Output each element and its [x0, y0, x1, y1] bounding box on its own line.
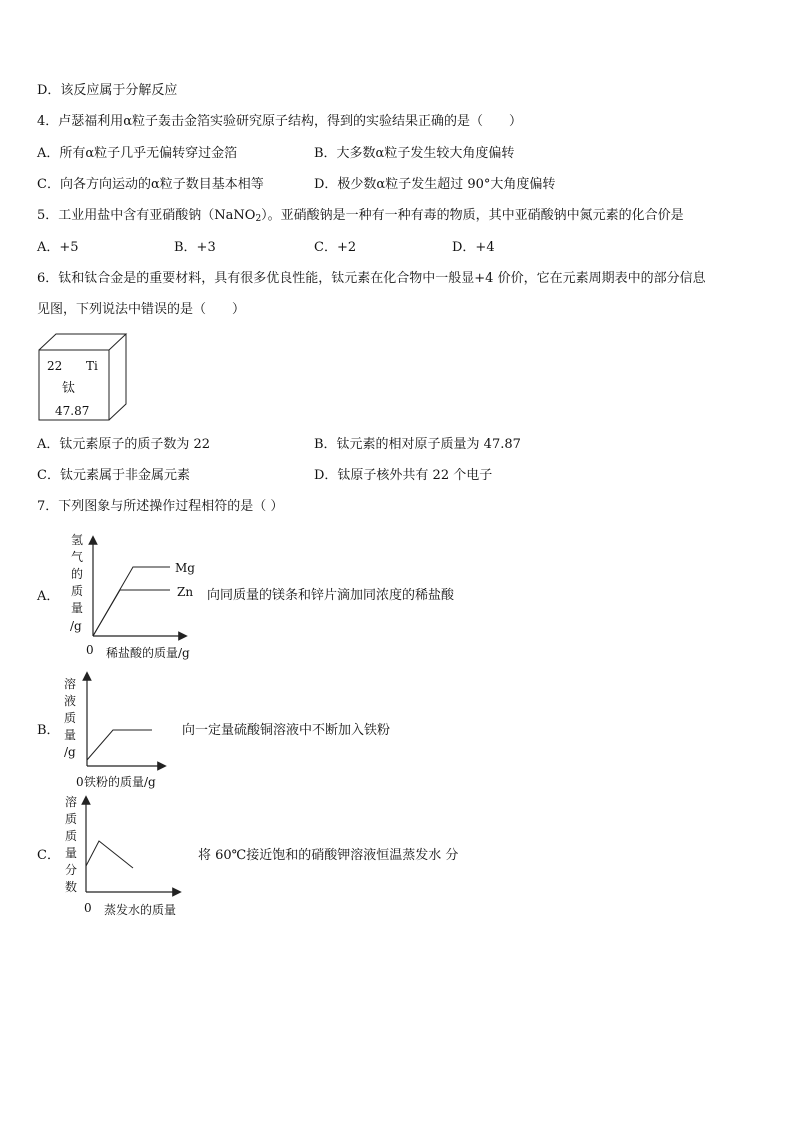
q6-option-b: B．钛元素的相对原子质量为 47.87 — [314, 437, 521, 452]
q7b-ylabel-3: 量 — [64, 728, 77, 742]
q7-option-a-letter: A． — [37, 589, 60, 604]
q5-option-a: A．+5 — [37, 240, 79, 255]
q7-stem: 7．下列图象与所述操作过程相符的是（ ） — [37, 499, 284, 514]
q5-option-c: C．+2 — [314, 240, 357, 255]
q5-stem-subscript: 2 — [255, 214, 262, 224]
q7a-mg-line — [93, 567, 170, 636]
q7a-series-zn: Zn — [177, 585, 194, 599]
q4-option-a: A．所有α粒子几乎无偏转穿过金箔 — [37, 146, 238, 161]
q5-stem-after: ）。亚硝酸钠是一种有一种有毒的物质，其中亚硝酸钠中氮元素的化合价是 — [261, 208, 684, 223]
element-name: 钛 — [62, 381, 76, 396]
q7b-ylabel-1: 液 — [64, 694, 77, 708]
q7-option-c-description: 将 60℃接近饱和的硝酸钾溶液恒温蒸发水 分 — [198, 848, 459, 863]
q7c-ylabel-0: 溶 — [65, 795, 78, 809]
q7a-ylabel-3: 质 — [71, 584, 84, 598]
q7b-ylabel-2: 质 — [64, 711, 77, 725]
q4-option-b: B．大多数α粒子发生较大角度偏转 — [314, 146, 515, 161]
q6-option-d: D．钛原子核外共有 22 个电子 — [314, 468, 493, 483]
q7c-ylabel-4: 分 — [65, 863, 78, 877]
q7a-ylabel-0: 氢 — [71, 533, 84, 547]
q7c-xlabel: 蒸发水的质量 — [104, 903, 177, 917]
q7a-ylabel-2: 的 — [71, 567, 84, 581]
q7a-ylabel-1: 气 — [71, 550, 84, 564]
q7b-xlabel: 铁粉的质量/g — [84, 775, 156, 789]
q6-stem-line2: 见图，下列说法中错误的是（ ） — [37, 302, 246, 317]
q7b-origin: 0 — [76, 775, 84, 789]
q7-option-b-description: 向一定量硫酸铜溶液中不断加入铁粉 — [182, 723, 391, 738]
q7a-zn-line — [93, 590, 170, 636]
q7c-origin: 0 — [84, 901, 92, 915]
q7a-series-mg: Mg — [175, 561, 195, 575]
q7c-ylabel-5: 数 — [65, 880, 78, 894]
q7a-ylabel-5: /g — [70, 619, 82, 633]
q3-option-d: D．该反应属于分解反应 — [37, 83, 178, 98]
q4-stem: 4．卢瑟福利用α粒子轰击金箔实验研究原子结构，得到的实验结果正确的是（ ） — [37, 114, 523, 129]
element-number: 22 — [47, 359, 63, 373]
q5-option-b: B．+3 — [174, 240, 216, 255]
q6-option-c: C．钛元素属于非金属元素 — [37, 468, 190, 483]
q6-stem-line1: 6．钛和钛合金是的重要材料，具有很多优良性能，钛元素在化合物中一般显+4 价价，它在元素周期表中的部分信息 — [37, 271, 706, 286]
element-symbol: Ti — [86, 359, 98, 373]
q7c-ylabel-1: 质 — [65, 812, 78, 826]
element-card — [36, 332, 136, 424]
q4-option-d: D．极少数α粒子发生超过 90°大角度偏转 — [314, 177, 556, 192]
q7a-ylabel-4: 量 — [71, 601, 84, 615]
q7b-ylabel-4: /g — [64, 745, 76, 759]
element-mass: 47.87 — [55, 404, 90, 418]
q5-option-d: D．+4 — [452, 240, 495, 255]
q7c-ylabel-3: 量 — [65, 846, 78, 860]
q7c-line — [86, 841, 133, 868]
q7a-origin: 0 — [86, 643, 94, 657]
q7c-ylabel-2: 质 — [65, 829, 78, 843]
q7b-ylabel-0: 溶 — [64, 677, 77, 691]
q4-option-c: C．向各方向运动的α粒子数目基本相等 — [37, 177, 264, 192]
q7a-xlabel: 稀盐酸的质量/g — [106, 646, 190, 660]
q7-option-c-letter: C． — [37, 848, 60, 863]
q7-option-a-description: 向同质量的镁条和锌片滴加同浓度的稀盐酸 — [207, 588, 455, 603]
q5-stem — [37, 208, 684, 224]
q7-option-b-letter: B． — [37, 723, 60, 738]
q5-stem-before: 5．工业用盐中含有亚硝酸钠（NaNO — [37, 208, 256, 223]
q6-option-a: A．钛元素原子的质子数为 22 — [37, 437, 211, 452]
q7b-line — [87, 730, 152, 760]
